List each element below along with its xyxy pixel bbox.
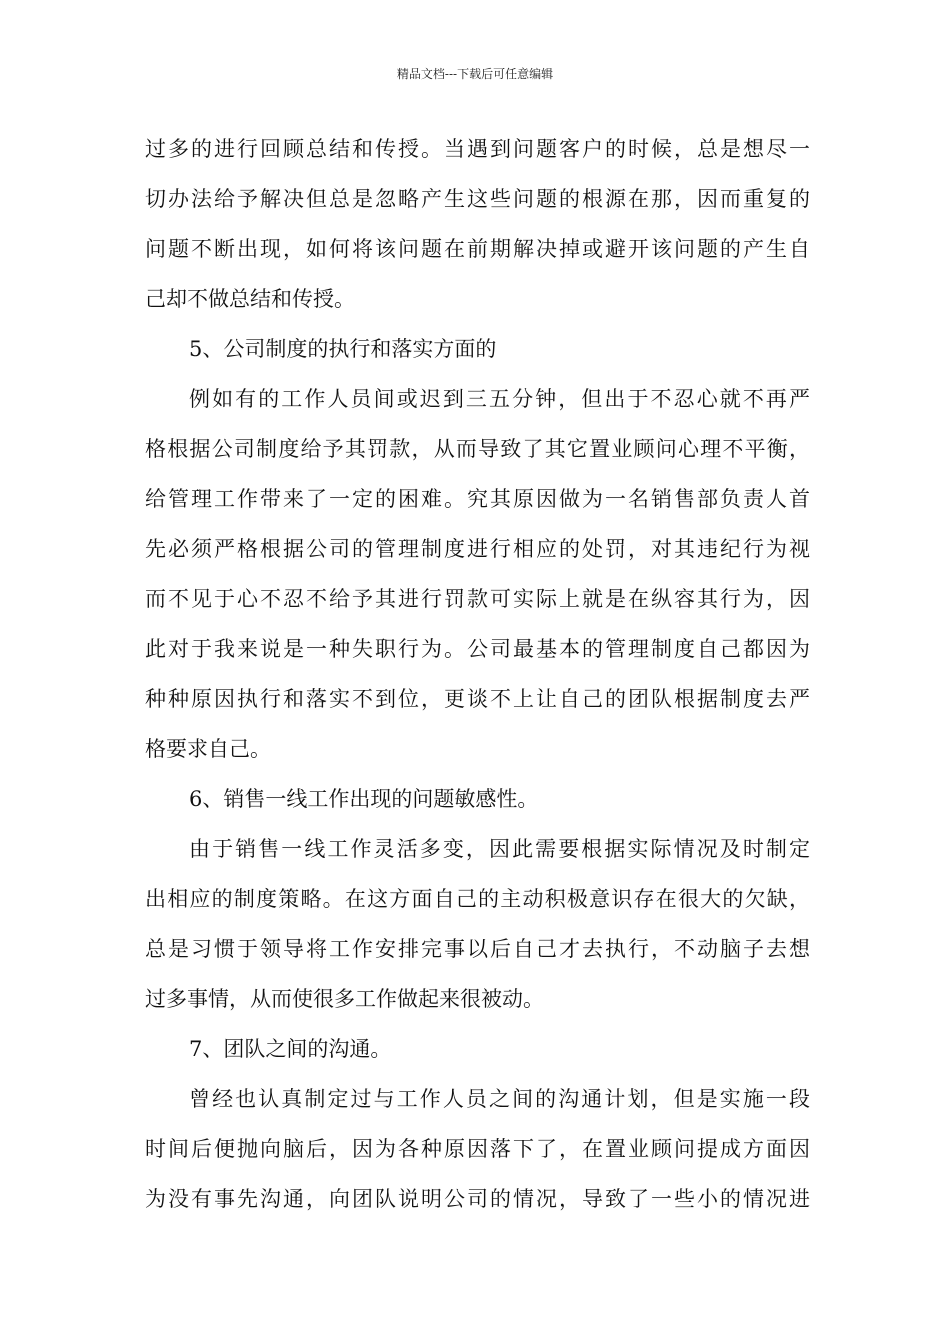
section-heading-5: 5、公司制度的执行和落实方面的 xyxy=(189,337,497,361)
text-line: 例如有的工作人员间或迟到三五分钟，但出于不忍心就不再严 xyxy=(189,387,810,411)
page-header: 精品文档---下载后可任意编辑 xyxy=(396,67,554,81)
text-line: 种种原因执行和落实不到位，更谈不上让自己的团队根据制度去严 xyxy=(145,687,810,711)
section-heading-6: 6、销售一线工作出现的问题敏感性。 xyxy=(189,787,539,811)
text-line: 总是习惯于领导将工作安排完事以后自己才去执行，不动脑子去想 xyxy=(145,937,810,961)
text-line: 为没有事先沟通，向团队说明公司的情况，导致了一些小的情况进 xyxy=(145,1187,810,1211)
text-line: 切办法给予解决但总是忽略产生这些问题的根源在那，因而重复的 xyxy=(145,187,810,211)
section-heading-7: 7、团队之间的沟通。 xyxy=(189,1037,392,1061)
text-line: 由于销售一线工作灵活多变，因此需要根据实际情况及时制定 xyxy=(189,837,810,861)
text-line: 给管理工作带来了一定的困难。究其原因做为一名销售部负责人首 xyxy=(145,487,810,511)
text-line: 格根据公司制度给予其罚款，从而导致了其它置业顾问心理不平衡， xyxy=(145,437,810,461)
document-body xyxy=(145,124,810,1224)
text-line: 此对于我来说是一种失职行为。公司最基本的管理制度自己都因为 xyxy=(145,637,810,661)
text-line: 问题不断出现，如何将该问题在前期解决掉或避开该问题的产生自 xyxy=(145,237,810,261)
text-line: 己却不做总结和传授。 xyxy=(145,287,355,311)
text-line: 先必须严格根据公司的管理制度进行相应的处罚，对其违纪行为视 xyxy=(145,537,810,561)
text-line: 曾经也认真制定过与工作人员之间的沟通计划，但是实施一段 xyxy=(189,1087,810,1111)
text-line: 而不见于心不忍不给予其进行罚款可实际上就是在纵容其行为，因 xyxy=(145,587,810,611)
text-line: 格要求自己。 xyxy=(145,737,271,761)
text-line: 过多的进行回顾总结和传授。当遇到问题客户的时候，总是想尽一 xyxy=(145,137,810,161)
text-line: 过多事情，从而使很多工作做起来很被动。 xyxy=(145,987,544,1011)
text-line: 出相应的制度策略。在这方面自己的主动积极意识存在很大的欠缺， xyxy=(145,887,810,911)
text-line: 时间后便抛向脑后，因为各种原因落下了，在置业顾问提成方面因 xyxy=(145,1137,810,1161)
